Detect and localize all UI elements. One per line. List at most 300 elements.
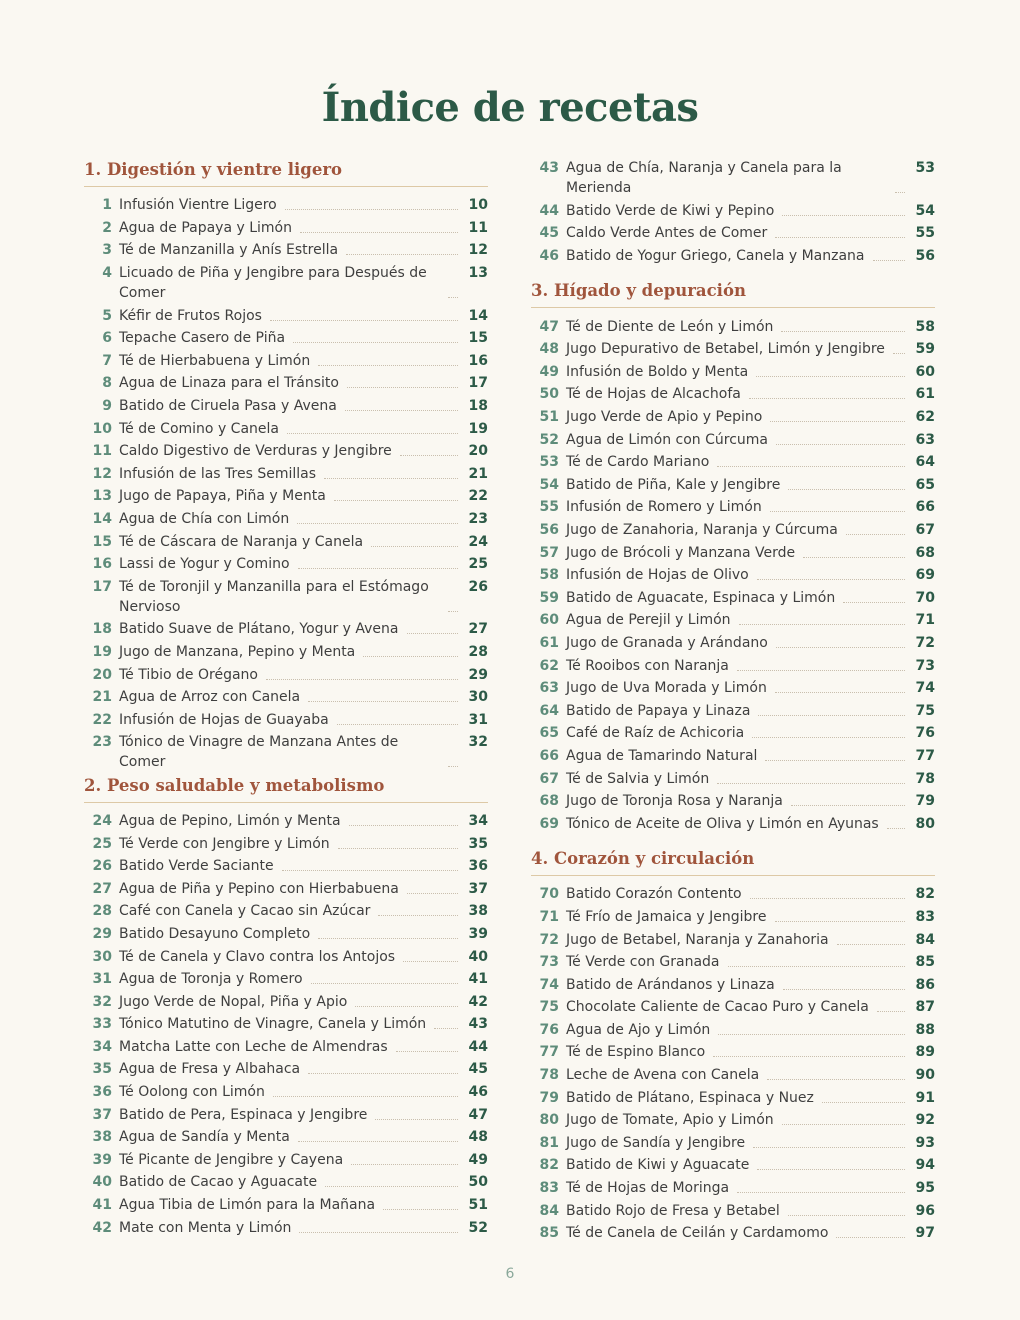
recipe-page: 23 xyxy=(468,511,488,528)
recipe-name: Tepache Casero de Piña xyxy=(119,330,286,347)
toc-entry[interactable] xyxy=(84,708,488,731)
recipe-number: 77 xyxy=(539,1044,559,1061)
recipe-number: 2 xyxy=(102,219,112,236)
recipe-number: 43 xyxy=(539,160,559,177)
toc-entry[interactable] xyxy=(84,1126,488,1149)
toc-entry[interactable] xyxy=(531,677,935,700)
toc-entry[interactable] xyxy=(531,361,935,384)
dot-leader xyxy=(837,944,905,945)
dot-leader xyxy=(775,692,905,693)
recipe-name: Jugo de Manzana, Pepino y Menta xyxy=(119,643,356,660)
dot-leader xyxy=(782,215,905,216)
recipe-name: Caldo Digestivo de Verduras y Jengibre xyxy=(119,443,392,460)
recipe-page: 72 xyxy=(915,634,935,651)
toc-entry[interactable] xyxy=(84,262,488,305)
dot-leader xyxy=(776,444,905,445)
recipe-page: 53 xyxy=(915,160,935,177)
toc-entry[interactable] xyxy=(531,654,935,677)
dot-leader xyxy=(788,489,905,490)
dot-leader xyxy=(266,679,458,680)
recipe-number: 38 xyxy=(92,1129,112,1146)
toc-entry[interactable] xyxy=(84,485,488,508)
toc-entry[interactable] xyxy=(84,395,488,418)
recipe-number: 44 xyxy=(539,202,559,219)
dot-leader xyxy=(877,1011,905,1012)
recipe-page: 62 xyxy=(915,409,935,426)
recipe-number: 69 xyxy=(539,815,559,832)
section-heading-1-digestion-y-vientre-ligero: 1. Digestión y vientre ligero xyxy=(84,158,488,187)
dot-leader xyxy=(822,1102,905,1103)
recipe-page: 45 xyxy=(468,1061,488,1078)
toc-entry[interactable] xyxy=(531,951,935,974)
dot-leader xyxy=(846,534,905,535)
toc-entry[interactable] xyxy=(84,810,488,833)
toc-entry[interactable] xyxy=(531,474,935,497)
recipe-name: Tónico Matutino de Vinagre, Canela y Limón xyxy=(119,1016,427,1033)
recipe-page: 58 xyxy=(915,318,935,335)
dot-leader xyxy=(337,724,458,725)
recipe-page: 79 xyxy=(915,793,935,810)
recipe-page: 54 xyxy=(915,202,935,219)
recipe-number: 45 xyxy=(539,225,559,242)
page-number: 6 xyxy=(505,1266,515,1282)
recipe-page: 27 xyxy=(468,621,488,638)
toc-entry[interactable] xyxy=(84,900,488,923)
recipe-number: 4 xyxy=(102,265,112,282)
recipe-number: 29 xyxy=(92,925,112,942)
dot-leader xyxy=(893,353,905,354)
recipe-name: Jugo de Sandía y Jengibre xyxy=(566,1134,746,1151)
dot-leader xyxy=(781,331,905,332)
recipe-number: 76 xyxy=(539,1021,559,1038)
toc-entry[interactable] xyxy=(531,541,935,564)
dot-leader xyxy=(285,209,458,210)
recipe-number: 72 xyxy=(539,931,559,948)
dot-leader xyxy=(737,1192,905,1193)
dot-leader xyxy=(383,1209,458,1210)
recipe-number: 1 xyxy=(102,197,112,214)
toc-entry[interactable] xyxy=(531,632,935,655)
toc-entry[interactable] xyxy=(531,222,935,245)
recipe-number: 41 xyxy=(92,1197,112,1214)
toc-entry[interactable] xyxy=(531,928,935,951)
dot-leader xyxy=(308,1073,458,1074)
toc-entry[interactable] xyxy=(84,1171,488,1194)
recipe-number: 52 xyxy=(539,431,559,448)
recipe-name: Té Verde con Jengibre y Limón xyxy=(119,835,330,852)
recipe-page: 85 xyxy=(915,954,935,971)
dot-leader xyxy=(407,893,458,894)
toc-entry[interactable] xyxy=(84,1149,488,1172)
toc-entry[interactable] xyxy=(531,1132,935,1155)
recipe-name: Agua de Fresa y Albahaca xyxy=(119,1061,301,1078)
recipe-number: 31 xyxy=(92,971,112,988)
recipe-number: 3 xyxy=(102,242,112,259)
toc-entry[interactable] xyxy=(84,327,488,350)
recipe-name: Té Picante de Jengibre y Cayena xyxy=(119,1151,344,1168)
recipe-name: Batido de Piña, Kale y Jengibre xyxy=(566,476,781,493)
recipe-page: 82 xyxy=(915,886,935,903)
toc-entry[interactable] xyxy=(531,564,935,587)
toc-entry[interactable] xyxy=(84,968,488,991)
toc-entry[interactable] xyxy=(531,1086,935,1109)
toc-entry[interactable] xyxy=(84,576,488,619)
dot-leader xyxy=(349,825,458,826)
toc-entry[interactable] xyxy=(84,1194,488,1217)
recipe-page: 15 xyxy=(468,330,488,347)
recipe-page: 24 xyxy=(468,533,488,550)
recipe-number: 37 xyxy=(92,1106,112,1123)
recipe-name: Jugo de Uva Morada y Limón xyxy=(566,680,767,697)
recipe-page: 14 xyxy=(468,307,488,324)
recipe-page: 71 xyxy=(915,612,935,629)
recipe-number: 33 xyxy=(92,1016,112,1033)
recipe-number: 67 xyxy=(539,770,559,787)
recipe-name: Caldo Verde Antes de Comer xyxy=(566,225,768,242)
recipe-page: 86 xyxy=(915,976,935,993)
toc-entry[interactable] xyxy=(84,1058,488,1081)
toc-entry[interactable] xyxy=(84,945,488,968)
recipe-name: Mate con Menta y Limón xyxy=(119,1219,292,1236)
recipe-name: Agua de Limón con Cúrcuma xyxy=(566,431,769,448)
recipe-number: 40 xyxy=(92,1174,112,1191)
recipe-page: 35 xyxy=(468,835,488,852)
recipe-name: Té de Manzanilla y Anís Estrella xyxy=(119,242,339,259)
dot-leader xyxy=(782,1124,905,1125)
recipe-name: Agua de Toronja y Romero xyxy=(119,971,303,988)
toc-entry[interactable] xyxy=(531,519,935,542)
recipe-page: 26 xyxy=(468,578,488,595)
recipe-name: Batido Rojo de Fresa y Betabel xyxy=(566,1202,780,1219)
recipe-number: 63 xyxy=(539,680,559,697)
dot-leader xyxy=(775,921,906,922)
recipe-number: 20 xyxy=(92,666,112,683)
recipe-page: 30 xyxy=(468,689,488,706)
recipe-number: 81 xyxy=(539,1134,559,1151)
recipe-page: 19 xyxy=(468,420,488,437)
recipe-page: 75 xyxy=(915,702,935,719)
recipe-number: 78 xyxy=(539,1067,559,1084)
recipe-name: Té de Toronjil y Manzanilla para el Estómago Nervioso xyxy=(119,578,429,615)
dot-leader xyxy=(311,983,458,984)
dot-leader xyxy=(407,633,459,634)
recipe-number: 75 xyxy=(539,999,559,1016)
dot-leader xyxy=(757,579,905,580)
recipe-number: 36 xyxy=(92,1084,112,1101)
recipe-name: Té de Cardo Mariano xyxy=(566,454,710,471)
toc-entry[interactable] xyxy=(84,553,488,576)
toc-entry[interactable] xyxy=(531,1064,935,1087)
recipe-name: Agua de Papaya y Limón xyxy=(119,219,292,236)
toc-entry[interactable] xyxy=(84,372,488,395)
recipe-number: 62 xyxy=(539,657,559,674)
recipe-number: 53 xyxy=(539,454,559,471)
toc-entry[interactable] xyxy=(84,350,488,373)
toc-entry[interactable] xyxy=(531,1222,935,1245)
dot-leader xyxy=(299,1232,458,1233)
recipe-name: Agua de Piña y Pepino con Hierbabuena xyxy=(119,880,399,897)
section-heading-4-corazon-y-circulacion: 4. Corazón y circulación xyxy=(531,847,935,876)
toc-entry[interactable] xyxy=(531,428,935,451)
recipe-number: 15 xyxy=(92,533,112,550)
recipe-number: 64 xyxy=(539,702,559,719)
recipe-name: Té Oolong con Limón xyxy=(119,1084,265,1101)
recipe-page: 78 xyxy=(915,770,935,787)
recipe-page: 61 xyxy=(915,386,935,403)
dot-leader xyxy=(363,656,458,657)
recipe-name: Jugo Verde de Nopal, Piña y Apio xyxy=(119,993,348,1010)
toc-entry[interactable] xyxy=(84,663,488,686)
dot-leader xyxy=(345,410,458,411)
toc-entry[interactable] xyxy=(84,217,488,240)
recipe-name: Batido de Pera, Espinaca y Jengibre xyxy=(119,1106,368,1123)
recipe-number: 11 xyxy=(92,443,112,460)
recipe-page: 63 xyxy=(915,431,935,448)
dot-leader xyxy=(396,1051,458,1052)
dot-leader xyxy=(770,421,905,422)
recipe-page: 97 xyxy=(915,1225,935,1242)
dot-leader xyxy=(300,232,458,233)
recipe-number: 34 xyxy=(92,1038,112,1055)
recipe-number: 16 xyxy=(92,556,112,573)
recipe-page: 68 xyxy=(915,544,935,561)
toc-entry[interactable] xyxy=(84,1081,488,1104)
toc-entry[interactable] xyxy=(531,496,935,519)
dot-leader xyxy=(448,297,458,298)
toc-entry[interactable] xyxy=(531,245,935,268)
toc-entry[interactable] xyxy=(531,722,935,745)
recipe-page: 51 xyxy=(468,1197,488,1214)
dot-leader xyxy=(355,1006,458,1007)
toc-entry[interactable] xyxy=(531,451,935,474)
dot-leader xyxy=(298,1141,458,1142)
recipe-name: Agua de Tamarindo Natural xyxy=(566,747,758,764)
recipe-name: Batido Verde de Kiwi y Pepino xyxy=(566,202,775,219)
dot-leader xyxy=(788,1215,905,1216)
recipe-name: Infusión de Romero y Limón xyxy=(566,499,762,516)
recipe-name: Batido de Kiwi y Aguacate xyxy=(566,1157,750,1174)
dot-leader xyxy=(318,365,458,366)
recipe-page: 90 xyxy=(915,1067,935,1084)
toc-entry[interactable] xyxy=(84,877,488,900)
toc-entry[interactable] xyxy=(531,767,935,790)
toc-entry[interactable] xyxy=(531,315,935,338)
toc-entry[interactable] xyxy=(84,855,488,878)
toc-entry[interactable] xyxy=(84,990,488,1013)
dot-leader xyxy=(403,961,458,962)
recipe-page: 13 xyxy=(468,265,488,282)
toc-entry[interactable] xyxy=(531,383,935,406)
dot-leader xyxy=(775,237,905,238)
recipe-page: 41 xyxy=(468,971,488,988)
recipe-name: Jugo de Zanahoria, Naranja y Cúrcuma xyxy=(566,522,838,539)
dot-leader xyxy=(717,783,905,784)
recipe-name: Batido de Cacao y Aguacate xyxy=(119,1174,318,1191)
recipe-name: Té Verde con Granada xyxy=(566,954,720,971)
recipe-name: Agua Tibia de Limón para la Mañana xyxy=(119,1197,376,1214)
recipe-name: Agua de Linaza para el Tránsito xyxy=(119,375,339,392)
recipe-name: Agua de Chía, Naranja y Canela para la Merienda xyxy=(566,160,842,197)
recipe-name: Kéfir de Frutos Rojos xyxy=(119,307,262,324)
recipe-name: Jugo de Papaya, Piña y Menta xyxy=(119,488,326,505)
recipe-number: 10 xyxy=(92,420,112,437)
dot-leader xyxy=(895,192,905,193)
recipe-page: 38 xyxy=(468,903,488,920)
dot-leader xyxy=(717,466,905,467)
toc-entry[interactable] xyxy=(84,440,488,463)
toc-entry[interactable] xyxy=(84,194,488,217)
dot-leader xyxy=(270,320,458,321)
recipe-name: Batido de Ciruela Pasa y Avena xyxy=(119,398,337,415)
recipe-name: Batido de Plátano, Espinaca y Nuez xyxy=(566,1089,814,1106)
recipe-number: 19 xyxy=(92,643,112,660)
recipe-number: 7 xyxy=(102,352,112,369)
toc-entry[interactable] xyxy=(84,1013,488,1036)
toc-entry[interactable] xyxy=(531,812,935,835)
toc-entry[interactable] xyxy=(531,883,935,906)
recipe-page: 46 xyxy=(468,1084,488,1101)
recipe-page: 39 xyxy=(468,925,488,942)
dot-leader xyxy=(334,500,458,501)
recipe-number: 54 xyxy=(539,476,559,493)
recipe-page: 34 xyxy=(468,812,488,829)
recipe-number: 32 xyxy=(92,993,112,1010)
toc-entry[interactable] xyxy=(84,618,488,641)
recipe-name: Matcha Latte con Leche de Almendras xyxy=(119,1038,388,1055)
recipe-name: Agua de Sandía y Menta xyxy=(119,1129,290,1146)
recipe-page: 94 xyxy=(915,1157,935,1174)
toc-entry[interactable] xyxy=(84,304,488,327)
dot-leader xyxy=(737,670,905,671)
recipe-page: 22 xyxy=(468,488,488,505)
recipe-number: 42 xyxy=(92,1219,112,1236)
recipe-number: 55 xyxy=(539,499,559,516)
recipe-name: Lassi de Yogur y Comino xyxy=(119,556,290,573)
dot-leader xyxy=(739,624,905,625)
recipe-name: Batido Verde Saciante xyxy=(119,858,274,875)
recipe-name: Té Frío de Jamaica y Jengibre xyxy=(566,908,767,925)
recipe-number: 79 xyxy=(539,1089,559,1106)
dot-leader xyxy=(873,260,905,261)
recipe-number: 57 xyxy=(539,544,559,561)
dot-leader xyxy=(448,611,458,612)
toc-entry[interactable] xyxy=(531,1041,935,1064)
recipe-name: Tónico de Vinagre de Manzana Antes de Comer xyxy=(119,734,399,771)
toc-entry[interactable] xyxy=(531,906,935,929)
dot-leader xyxy=(791,805,905,806)
toc-entry[interactable] xyxy=(531,699,935,722)
recipe-number: 80 xyxy=(539,1112,559,1129)
toc-entry[interactable] xyxy=(84,239,488,262)
recipe-number: 82 xyxy=(539,1157,559,1174)
recipe-name: Batido de Papaya y Linaza xyxy=(566,702,751,719)
recipe-number: 61 xyxy=(539,634,559,651)
recipe-number: 49 xyxy=(539,363,559,380)
toc-entry[interactable] xyxy=(84,731,488,774)
recipe-name: Batido de Yogur Griego, Canela y Manzana xyxy=(566,248,865,265)
recipe-page: 21 xyxy=(468,465,488,482)
recipe-name: Té Rooibos con Naranja xyxy=(566,657,729,674)
recipe-name: Licuado de Piña y Jengibre para Después de Comer xyxy=(119,265,427,302)
recipe-name: Infusión de Hojas de Guayaba xyxy=(119,711,329,728)
recipe-number: 25 xyxy=(92,835,112,852)
recipe-name: Té de Diente de León y Limón xyxy=(566,318,774,335)
dot-leader xyxy=(757,1169,905,1170)
toc-entry[interactable] xyxy=(531,1154,935,1177)
toc-entry[interactable] xyxy=(531,406,935,429)
recipe-name: Agua de Pepino, Limón y Menta xyxy=(119,812,341,829)
recipe-page: 93 xyxy=(915,1134,935,1151)
toc-entry[interactable] xyxy=(531,973,935,996)
toc-entry[interactable] xyxy=(84,508,488,531)
toc-entry[interactable] xyxy=(84,1036,488,1059)
recipe-number: 46 xyxy=(539,248,559,265)
dot-leader xyxy=(324,478,458,479)
recipe-number: 22 xyxy=(92,711,112,728)
toc-entry[interactable] xyxy=(531,996,935,1019)
recipe-number: 83 xyxy=(539,1180,559,1197)
toc-entry[interactable] xyxy=(531,157,935,200)
recipe-page: 28 xyxy=(468,643,488,660)
recipe-page: 65 xyxy=(915,476,935,493)
recipe-number: 14 xyxy=(92,511,112,528)
recipe-page: 52 xyxy=(468,1219,488,1236)
toc-entry[interactable] xyxy=(531,1177,935,1200)
recipe-page: 31 xyxy=(468,711,488,728)
recipe-page: 48 xyxy=(468,1129,488,1146)
toc-entry[interactable] xyxy=(531,745,935,768)
recipe-name: Café con Canela y Cacao sin Azúcar xyxy=(119,903,371,920)
recipe-number: 6 xyxy=(102,330,112,347)
toc-entry[interactable] xyxy=(531,1199,935,1222)
recipe-name: Jugo de Tomate, Apio y Limón xyxy=(566,1112,774,1129)
recipe-page: 42 xyxy=(468,993,488,1010)
toc-entry[interactable] xyxy=(84,641,488,664)
recipe-number: 59 xyxy=(539,589,559,606)
toc-entry[interactable] xyxy=(84,686,488,709)
section-heading-2-peso-saludable-y-metabolismo: 2. Peso saludable y metabolismo xyxy=(84,774,488,803)
recipe-name: Batido de Arándanos y Linaza xyxy=(566,976,775,993)
toc-entry[interactable] xyxy=(531,1019,935,1042)
recipe-name: Infusión de las Tres Semillas xyxy=(119,465,317,482)
recipe-page: 74 xyxy=(915,680,935,697)
dot-leader xyxy=(347,387,458,388)
toc-entry[interactable] xyxy=(531,609,935,632)
toc-entry[interactable] xyxy=(84,463,488,486)
recipe-page: 80 xyxy=(915,815,935,832)
toc-entry[interactable] xyxy=(531,790,935,813)
toc-entry[interactable] xyxy=(531,200,935,223)
recipe-page: 88 xyxy=(915,1021,935,1038)
recipe-number: 8 xyxy=(102,375,112,392)
toc-entry[interactable] xyxy=(84,530,488,553)
recipe-name: Jugo Depurativo de Betabel, Limón y Jengibre xyxy=(566,341,885,358)
toc-entry[interactable] xyxy=(84,923,488,946)
toc-entry[interactable] xyxy=(84,417,488,440)
toc-entry[interactable] xyxy=(531,338,935,361)
recipe-name: Batido Desayuno Completo xyxy=(119,925,311,942)
toc-entry[interactable] xyxy=(84,1103,488,1126)
recipe-number: 48 xyxy=(539,341,559,358)
toc-entry[interactable] xyxy=(531,587,935,610)
recipe-page: 91 xyxy=(915,1089,935,1106)
toc-entry[interactable] xyxy=(84,832,488,855)
toc-entry[interactable] xyxy=(531,1109,935,1132)
recipe-number: 24 xyxy=(92,812,112,829)
dot-leader xyxy=(728,966,906,967)
toc-entry[interactable] xyxy=(84,1216,488,1239)
dot-leader xyxy=(338,848,458,849)
